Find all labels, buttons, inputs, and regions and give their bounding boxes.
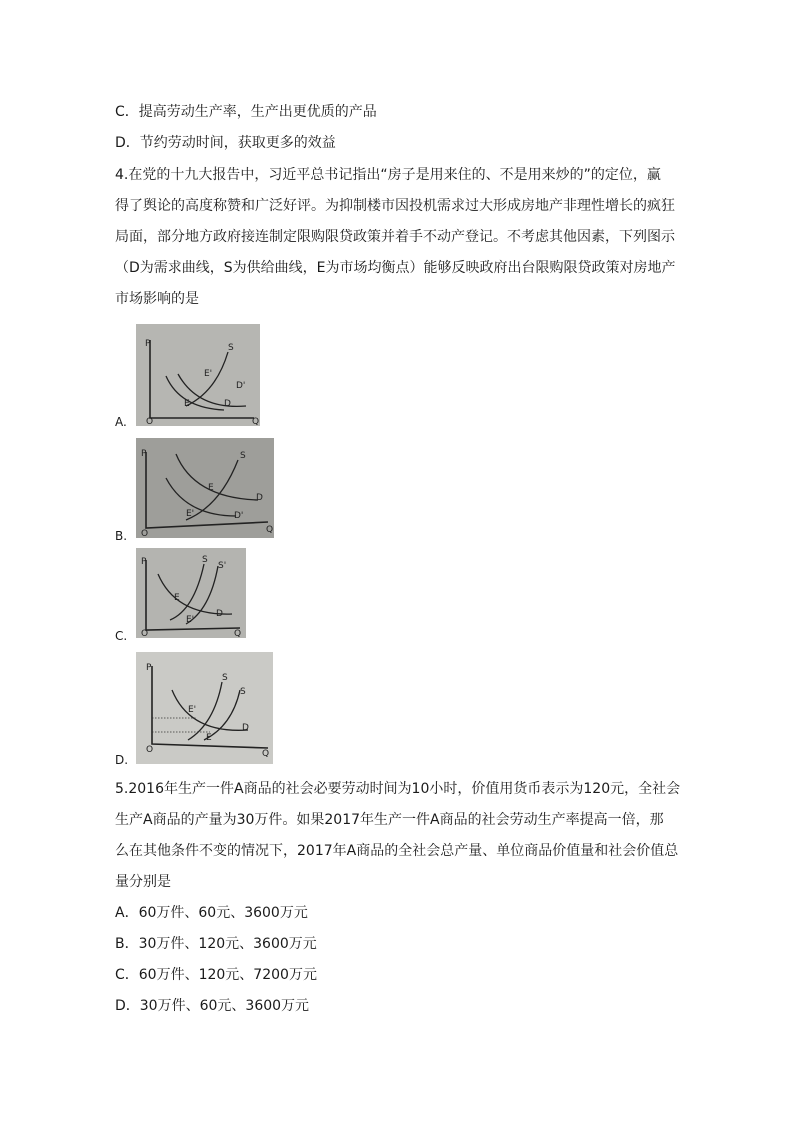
s-prime-label: S' — [218, 561, 227, 571]
e-label: E — [206, 733, 212, 743]
q5-option-d: D．30万件、60元、3600万元 — [115, 998, 310, 1014]
q4-stem-line-5: 市场影响的是 — [115, 291, 199, 307]
q4-option-b-graph — [136, 438, 274, 538]
d-label: D — [242, 723, 249, 733]
q4-stem-line-4: （D为需求曲线，S为供给曲线，E为市场均衡点）能够反映政府出台限购限贷政策对房地产 — [115, 260, 676, 276]
q5-stem-line-4: 量分别是 — [115, 874, 171, 890]
s-label: S — [228, 343, 234, 353]
d-label: D — [216, 609, 223, 619]
d-label: D — [256, 493, 263, 503]
q4-option-d-label: D. — [115, 753, 129, 767]
q3-option-d: D．节约劳动时间，获取更多的效益 — [115, 135, 336, 151]
q4-option-c-label: C. — [115, 629, 128, 643]
e-prime-label: E' — [204, 369, 213, 379]
q-label: Q — [266, 525, 274, 535]
q4-option-a-graph-svg — [136, 324, 260, 426]
q4-option-a-label: A. — [115, 415, 127, 429]
e-prime-label: E' — [186, 615, 195, 625]
origin-label: O — [146, 417, 154, 426]
p-label: P — [145, 339, 151, 349]
q4-option-a-graph — [136, 324, 260, 426]
d-prime-label: D' — [234, 511, 244, 521]
e-label: E — [184, 399, 190, 409]
s-label: S — [222, 673, 228, 683]
p-label: P — [141, 557, 147, 567]
q-label: Q — [252, 417, 260, 426]
q4-stem-line-1: 4.在党的十九大报告中，习近平总书记指出“房子是用来住的、不是用来炒的”的定位，赢 — [115, 167, 661, 183]
q-label: Q — [234, 629, 242, 638]
q4-option-d-graph — [136, 652, 273, 764]
p-label: P — [141, 449, 147, 459]
e-prime-label: E' — [186, 509, 195, 519]
q4-stem-line-2: 得了舆论的高度称赞和广泛好评。为抑制楼市因投机需求过大形成房地产非理性增长的疯狂 — [115, 198, 675, 214]
e-label: E — [208, 483, 214, 493]
s-label-2: S — [240, 687, 246, 697]
q4-option-c-graph-svg — [136, 548, 246, 638]
q5-stem-line-1: 5.2016年生产一件A商品的社会必要劳动时间为10小时，价值用货币表示为120元，全社会 — [115, 781, 681, 797]
q4-option-b-label: B. — [115, 529, 128, 543]
q5-stem-line-2: 生产A商品的产量为30万件。如果2017年生产一件A商品的社会劳动生产率提高一倍，那 — [115, 812, 664, 828]
q5-option-c: C．60万件、120元、7200万元 — [115, 967, 317, 983]
e-label: E — [174, 593, 180, 603]
q-label: Q — [262, 749, 270, 759]
origin-label: O — [146, 745, 154, 755]
d-label: D — [224, 399, 231, 409]
q4-stem-line-3: 局面，部分地方政府接连制定限购限贷政策并着手不动产登记。不考虑其他因素，下列图示 — [115, 229, 675, 245]
q4-option-c-graph — [136, 548, 246, 638]
origin-label: O — [141, 529, 149, 538]
q5-option-a: A．60万件、60元、3600万元 — [115, 905, 308, 921]
e-prime-label: E' — [188, 705, 197, 715]
q4-option-b-graph-svg — [136, 438, 274, 538]
origin-label: O — [141, 629, 149, 638]
d-prime-label: D' — [236, 381, 246, 391]
s-label: S — [240, 451, 246, 461]
p-label: P — [146, 663, 152, 673]
q4-option-d-graph-svg — [136, 652, 273, 764]
q3-option-c: C．提高劳动生产率，生产出更优质的产品 — [115, 104, 377, 120]
q5-stem-line-3: 么在其他条件不变的情况下，2017年A商品的全社会总产量、单位商品价值量和社会价值总 — [115, 843, 679, 859]
q5-option-b: B．30万件、120元、3600万元 — [115, 936, 317, 952]
s-label: S — [202, 555, 208, 565]
